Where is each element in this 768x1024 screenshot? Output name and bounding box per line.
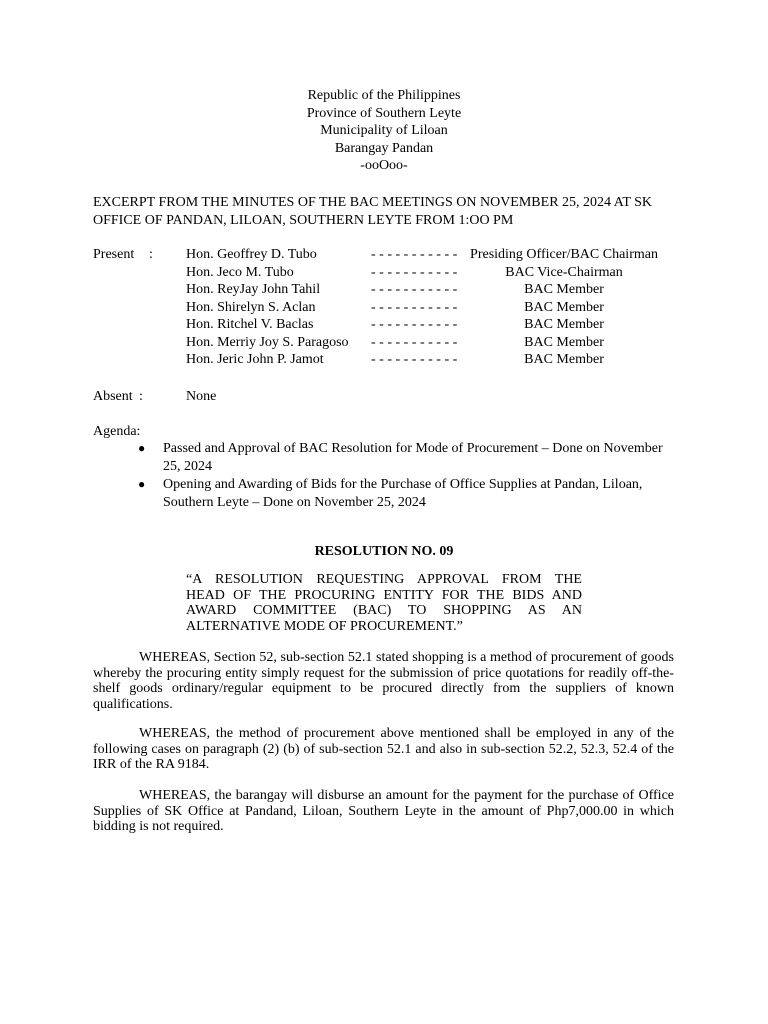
attendee-role: BAC Member	[524, 299, 604, 315]
header-barangay: Barangay Pandan	[334, 140, 434, 156]
resolution-quote-line: ALTERNATIVE MODE OF PROCUREMENT.”	[186, 618, 463, 634]
excerpt-line-2: OFFICE OF PANDAN, LILOAN, SOUTHERN LEYTE FROM 1:OO PM	[93, 212, 514, 228]
whereas-paragraph: WHEREAS, Section 52, sub-section 52.1 stated shopping is a method of procurement of goods whereby the procuring entity simply request for the submission of price quotations for readily off-the-shelf goods ordinary/regular equipment to be procured directly from the suppliers of known qualifications.	[93, 650, 674, 712]
whereas-paragraph: WHEREAS, the barangay will disburse an amount for the payment for the purchase of Office Supplies of SK Office at Pandand, Liloan, Southern Leyte in the amount of Php7,000.00 in which bidding is not required.	[93, 788, 674, 835]
agenda-label: Agenda:	[93, 424, 141, 439]
attendee-role: BAC Vice-Chairman	[505, 264, 623, 280]
header-separator: -ooOoo-	[360, 158, 408, 173]
agenda-item-line: Southern Leyte – Done on November 25, 2024	[163, 494, 426, 510]
header-republic: Republic of the Philippines	[307, 88, 461, 103]
attendee-dashes	[371, 246, 457, 369]
bullet-icon: ●	[138, 477, 146, 491]
absent-label: Absent	[93, 389, 133, 404]
attendee-names	[186, 246, 349, 369]
attendee-role: BAC Member	[524, 334, 604, 350]
dash-leader: - - - - - - - - - - -	[371, 352, 458, 367]
attendee-name: Hon. Jeco M. Tubo	[186, 264, 294, 280]
resolution-quote	[186, 572, 582, 634]
agenda-item-line: 25, 2024	[163, 458, 212, 474]
attendee-roles	[464, 246, 664, 369]
header-municipality: Municipality of Liloan	[320, 123, 448, 138]
agenda-item	[163, 440, 663, 475]
excerpt-title	[93, 194, 652, 229]
absent-value: None	[186, 389, 217, 404]
agenda-item-line: Passed and Approval of BAC Resolution for Mode of Procurement – Done on November	[163, 441, 663, 456]
bullet-icon: ●	[138, 441, 146, 455]
agenda-item-line: Opening and Awarding of Bids for the Purchase of Office Supplies at Pandan, Liloan,	[163, 477, 643, 492]
dash-leader: - - - - - - - - - - -	[371, 247, 458, 262]
resolution-quote-line: “A RESOLUTION REQUESTING APPROVAL FROM THE	[186, 572, 582, 587]
resolution-title: RESOLUTION NO. 09	[314, 544, 454, 559]
header-province: Province of Southern Leyte	[306, 105, 462, 121]
dash-leader: - - - - - - - - - - -	[371, 264, 458, 280]
attendee-name: Hon. ReyJay John Tahil	[186, 282, 321, 297]
excerpt-line-1: EXCERPT FROM THE MINUTES OF THE BAC MEETINGS ON NOVEMBER 25, 2024 AT SK	[93, 195, 653, 210]
present-label: Present	[93, 247, 135, 262]
attendee-role: Presiding Officer/BAC Chairman	[470, 247, 658, 262]
dash-leader: - - - - - - - - - - -	[371, 317, 458, 332]
dash-leader: - - - - - - - - - - -	[371, 299, 458, 315]
whereas-paragraph: WHEREAS, the method of procurement above mentioned shall be employed in any of the following cases on paragraph (2) (b) of sub-section 52.1 and also in sub-section 52.2, 52.3, 52.4 of the IRR of the RA 9184.	[93, 726, 674, 773]
attendee-role: BAC Member	[524, 352, 604, 367]
header-block	[234, 87, 534, 175]
attendee-role: BAC Member	[524, 282, 604, 297]
attendee-name: Hon. Ritchel V. Baclas	[186, 317, 314, 332]
agenda-item	[163, 476, 642, 511]
present-colon: :	[149, 247, 153, 262]
dash-leader: - - - - - - - - - - -	[371, 282, 458, 297]
attendee-name: Hon. Jeric John P. Jamot	[186, 352, 324, 367]
absent-colon: :	[139, 389, 143, 404]
dash-leader: - - - - - - - - - - -	[371, 334, 458, 350]
resolution-quote-line: HEAD OF THE PROCURING ENTITY FOR THE BIDS AND	[186, 587, 582, 603]
attendee-role: BAC Member	[524, 317, 604, 332]
attendee-name: Hon. Merriy Joy S. Paragoso	[186, 334, 349, 350]
resolution-quote-line: AWARD COMMITTEE (BAC) TO SHOPPING AS AN	[186, 603, 582, 618]
attendee-name: Hon. Shirelyn S. Aclan	[186, 299, 316, 315]
attendee-name: Hon. Geoffrey D. Tubo	[186, 247, 317, 262]
